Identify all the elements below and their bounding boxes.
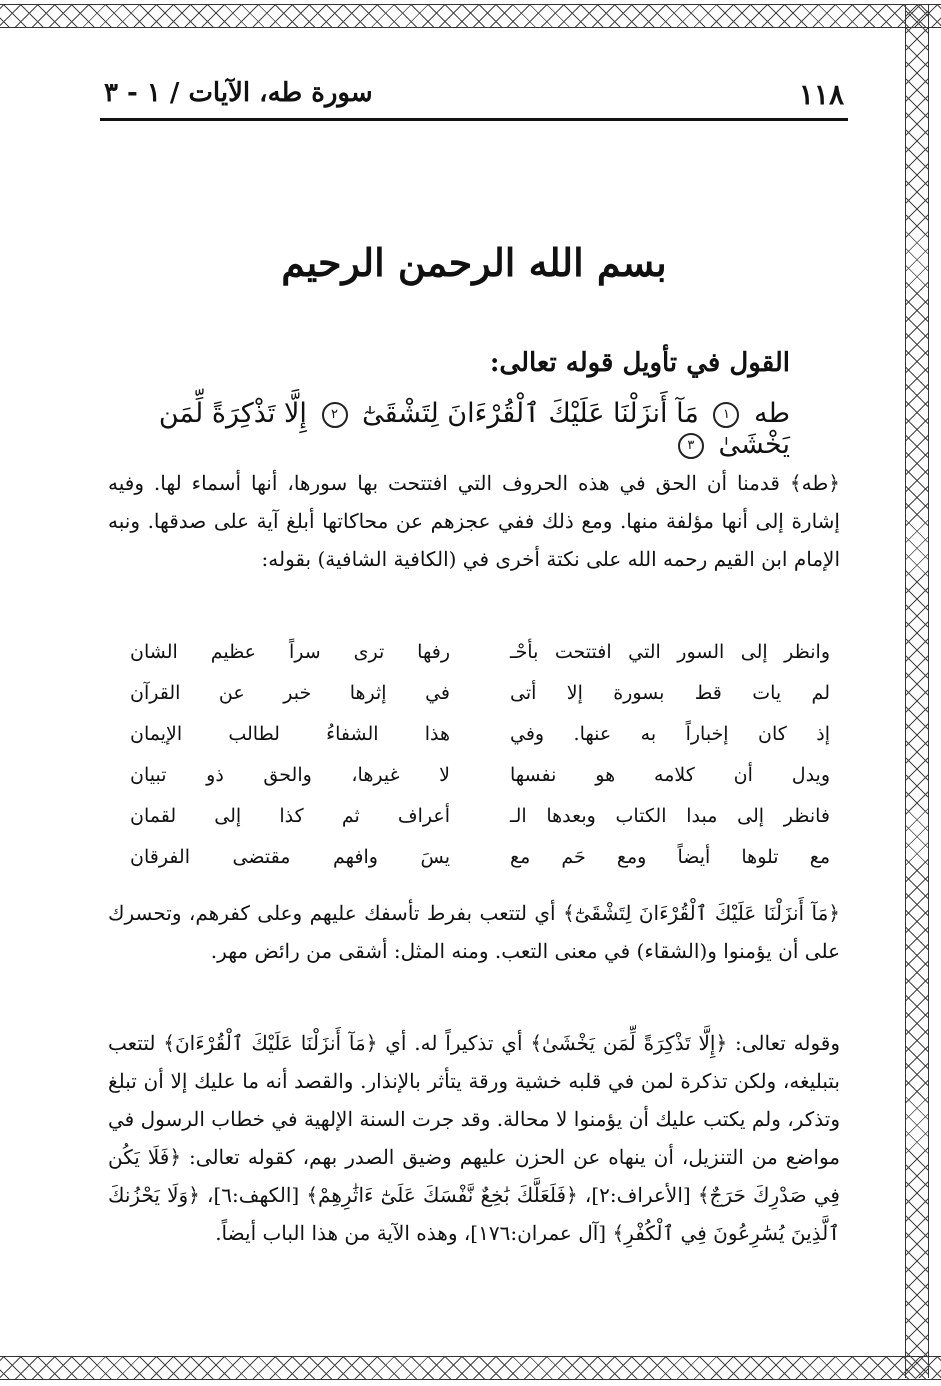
poem-line <box>130 714 830 755</box>
poem-hemistich-first: إذ كان إخباراً به عنها. وفي <box>510 723 830 745</box>
poem-line <box>130 673 830 714</box>
poem-hemistich-second: هذا الشفاءُ لطالب الإيمان <box>130 723 450 745</box>
poem-hemistich-first: لم يات قط بسورة إلا أتى <box>510 682 830 704</box>
poem-hemistich-second: أعراف ثم كذا إلى لقمان <box>130 805 450 827</box>
poem-hemistich-first: فانظر إلى مبدا الكتاب وبعدها الـ <box>510 805 830 827</box>
poem-hemistich-second: في إثرها خبر عن القرآن <box>130 682 450 704</box>
page-header <box>100 78 848 121</box>
verse-number-3: ٣ <box>678 433 704 459</box>
paragraph-1: ﴿طه﴾ قدمنا أن الحق في هذه الحروف التي افتتحت بها سورها، أنها أسماء لها. وفيه إشارة إلى أنها مؤلفة منها. ومع ذلك ففي عجزهم عن محاكاتها أبلغ آية على صدقها. ونبه الإمام ابن القيم رحمه الله على نكتة أخرى في (الكافية الشافية) بقوله: <box>108 471 840 571</box>
verse-text-2: مَآ أَنزَلْنَا عَلَيْكَ ٱلْقُرْءَانَ لِتَشْقَىٰٓ <box>362 398 699 429</box>
verse-text-1: طه <box>754 398 790 429</box>
paragraph-2: ﴿مَآ أَنزَلْنَا عَلَيْكَ ٱلْقُرْءَانَ لِتَشْقَىٰٓ﴾ أي لتتعب بفرط تأسفك عليهم وعلى كفرهم، وتحسرك على أن يؤمنوا و(الشقاء) في معنى التعب. ومنه المثل: أشقى من رائض مهر. <box>108 901 840 963</box>
ornamental-border-bottom <box>0 1356 941 1380</box>
poem-block <box>130 632 830 878</box>
paragraph-3: وقوله تعالى: ﴿إِلَّا تَذْكِرَةً لِّمَن يَخْشَىٰ﴾ أي تذكيراً له. أي ﴿مَآ أَنزَلْنَا عَلَيْكَ ٱلْقُرْءَانَ﴾ لتتعب بتبليغه، ولكن تذكرة لمن في قلبه خشية ورقة يتأثر بالإنذار. والقصد أنه ما عليك إلا أن تبلغ وتذكر، ولم يكتب عليك أن يؤمنوا لا محالة. وقد جرت السنة الإلهية في خطاب الرسول في مواضع من التنزيل، أن ينهاه عن الحزن عليهم وضيق الصدر بهم، كقوله تعالى: ﴿فَلَا يَكُن فِي صَدْرِكَ حَرَجٌ﴾ [الأعراف:٢]، ﴿فَلَعَلَّكَ بَٰخِعٌ نَّفْسَكَ عَلَىٰٓ ءَاثَٰرِهِمْ﴾ [الكهف:٦]، ﴿وَلَا يَحْزُنكَ ٱلَّذِينَ يُسَٰرِعُونَ فِي ٱلْكُفْرِ﴾ [آل عمران:١٧٦]، وهذه الآية من هذا الباب أيضاً. <box>108 1031 840 1245</box>
poem-hemistich-second: رفها ترى سراً عظيم الشان <box>130 641 450 663</box>
running-head: سورة طه، الآيات / ١ - ٣ <box>104 78 373 108</box>
page-number: ١١٨ <box>798 78 844 111</box>
poem-line <box>130 837 830 878</box>
poem-hemistich-second: لا غيرها، والحق ذو تبيان <box>130 764 450 786</box>
poem-line <box>130 796 830 837</box>
quran-verse-line <box>100 398 790 460</box>
ornamental-border-right <box>905 4 929 1378</box>
section-heading: القول في تأويل قوله تعالى: <box>489 348 790 378</box>
ornamental-border-top <box>0 4 941 28</box>
poem-hemistich-first: ويدل أن كلامه هو نفسها <box>510 764 830 786</box>
verse-number-2: ٢ <box>322 402 348 428</box>
verse-text-3: إِلَّا تَذْكِرَةً لِّمَن يَخْشَىٰ <box>158 398 790 460</box>
poem-hemistich-first: مع تلوها أيضاً ومع حَم مع <box>510 846 830 868</box>
poem-hemistich-first: وانظر إلى السور التي افتتحت بأحْـ <box>510 641 830 663</box>
verse-number-1: ١ <box>713 402 739 428</box>
poem-line <box>130 632 830 673</box>
poem-line <box>130 755 830 796</box>
basmala-heading: بسم الله الرحمن الرحيم <box>281 240 667 285</box>
poem-hemistich-second: يسَ وافهم مقتضى الفرقان <box>130 846 450 868</box>
